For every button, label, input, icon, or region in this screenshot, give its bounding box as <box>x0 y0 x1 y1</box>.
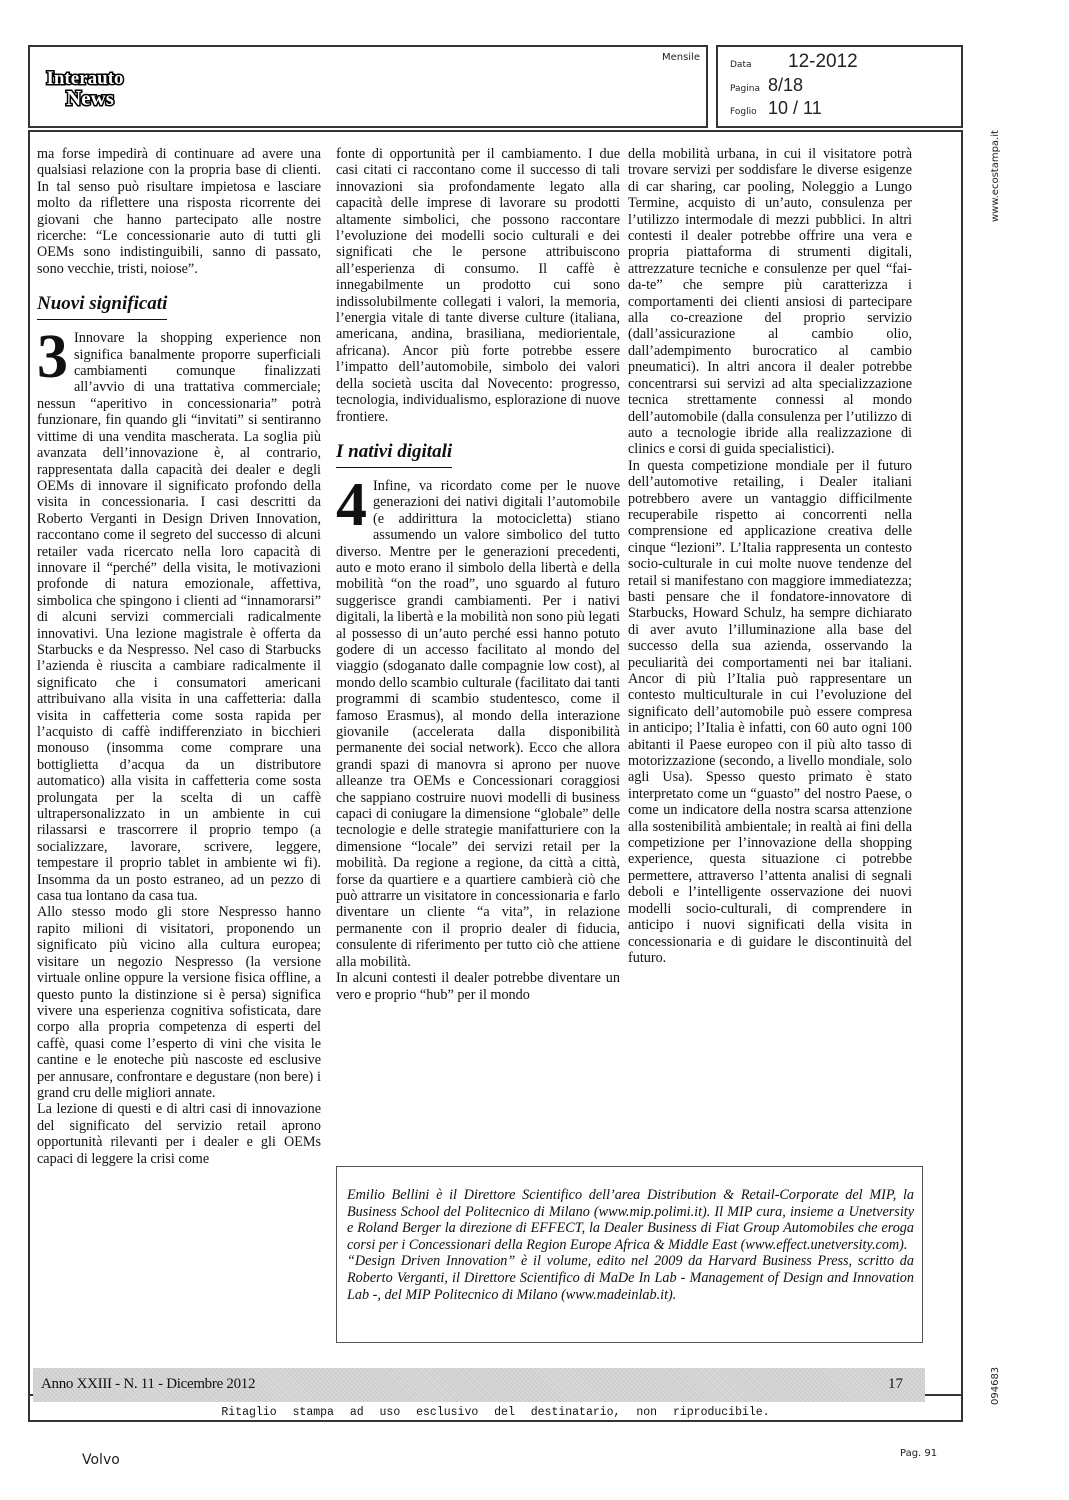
meta-date-value: 12-2012 <box>788 51 858 72</box>
col1-paragraph-1: Innovare la shopping experience non significa banalmente proporre superficiali cambiamenti comunque finalizzati all’avvio di una trattativa commerciale; nessun “aperitivo in concessionaria” potrà funzionare, fin quando gli “invitati” si sentiranno vittime di una vendita mascherata. La soglia più avanzata dell’innovazione è, al contrario, rappresentata dalla capacità dei dealer e degli OEMs di innovare il significato profondo della visita in concessionaria. I casi descritti da Roberto Verganti in Design Driven Innovation, raccontano come il segreto del successo di alcuni retailer vada ricercato nella loro capacità di innovare il “perché” della visita, le motivazioni profonde di natura emozionale, affettiva, simbolica che spingono i clienti ad “innamorarsi” di alcuni servizi commerciali radicalmente innovativi. Una lezione magistrale è offerta da Starbucks e da Nespresso. Nel caso di Starbucks l’azienda è riuscita a cambiare radicalmente il significato che i consumatori americani attribuivano alla visita in una caffetteria: dalla visita in caffetteria come sosta rapida per l’acquisto di caffè indifferenziato in bicchieri monouso (insomma come comprare una bottiglietta d’acqua da un distributore automatico) alla visita in caffetteria come sosta prolungata per la scelta di un caffè ultrapersonalizzato in un ambiente in cui rilassarsi e trascorrere il proprio tempo (a socializzare, lavorare, scrivere, leggere, tempestare il proprio tablet in ambiente wi fi). Insomma da un posto estraneo, ad un pezzo di casa tua lontano da casa tua. <box>37 330 321 905</box>
article-column-2 <box>336 146 620 1003</box>
logo-line-2: News <box>66 86 114 109</box>
col1-intro-paragraph: ma forse impedirà di continuare ad avere una qualsiasi relazione con la propria base di clienti. In tal senso può risultare impietosa e lasciare molto da riflettere una risposta ricorrente dei giovani che hanno partecipato alle nostre ricerche: “Le concessionarie auto di tutti gli OEMs sono indistinguibili, sanno di passato, sono vecchie, tristi, noiose”. <box>37 146 321 277</box>
masthead-box <box>28 45 708 128</box>
section-heading-nativi-digitali: I nativi digitali <box>336 441 452 468</box>
col3-paragraph-2: In questa competizione mondiale per il futuro dell’automotive retailing, i Dealer italiani potrebbero avere un vantaggio difficilmente recuperabile rispetto ai concorrenti nella comprensione ed applicazione creativa delle cinque “lezioni”. L’Italia rappresenta un contesto socio-culturale in cui molte nuove tendenze del retail si manifestano con maggiore immediatezza; basti pensare che il fondatore-innovatore di Starbucks, Howard Schulz, ha sempre dichiarato di aver avuto l’illuminazione alla base del successo della sua azienda, osservando la peculiarità dei comportamenti nei bar italiani. Ancor di più l’Italia può rappresentare un contesto multiculturale in cui l’evoluzione del significato dell’automobile può essere compresa in anticipo; l’Italia è infatti, con 60 auto ogni 100 abitanti il Paese europeo con il più alto tasso di motorizzazione (secondo, a livello mondiale, solo agli Usa). Spesso questo primato è stato interpretato come un “guasto” del nostro Paese, o come un indicatore della nostra scarsa attenzione alla sostenibilità ambientale; in realtà ai fini della competizione per l’innovazione della shopping experience, questa situazione ci potrebbe permettere, attraverso l’attenta analisi di segnali deboli e l’intelligente osservazione dei nuovi modelli socio-culturali, di comprendere in anticipo i nuovi significati della visita in concessionaria e di guidare le discontinuità del futuro. <box>628 457 912 966</box>
meta-sheet-label: Foglio <box>730 107 757 117</box>
meta-date <box>730 51 858 73</box>
metadata-box <box>716 45 963 128</box>
section-heading-nuovi-significati: Nuovi significati <box>37 293 167 320</box>
col1-paragraph-3: La lezione di questi e di altri casi di innovazione del significato del servizio retail aprono opportunità rilevanti per i dealer e gli OEMs capaci di leggere la crisi come <box>37 1101 321 1167</box>
col1-paragraph-2: Allo stesso modo gli store Nespresso hanno rapito milioni di visitatori, proponendo un significato più vicino alla cultura europea; visitare un negozio Nespresso (la versione virtuale online oppure la versione fisica offline, a questo punto la distinzione si è persa) significa vivere una esperienza cognitiva sofisticata, dare corpo alla propria competenza di esperti del caffè, quasi come l’esperto di vini che visita le cantine e le enoteche più nascoste ed esclusive per annusare, confrontare e degustare (non bere) i grand cru delle migliori annate. <box>37 904 321 1101</box>
book-note-paragraph: “Design Driven Innovation” è il volume, edito nel 2009 da Harvard Business Press, scritto da Roberto Verganti, il Direttore Scientifico di MaDe In Lab - Management of Design and Innovation Lab -, del MIP Politecnico di Milano (www.madeinlab.it). <box>347 1253 914 1303</box>
meta-sheet-value: 10 / 11 <box>768 98 822 118</box>
frequency-label: Mensile <box>661 52 700 63</box>
copyright-disclaimer: Ritaglio stampa ad uso esclusivo del destinatario, non riproducibile. <box>221 1406 770 1419</box>
interauto-news-logo <box>40 65 130 109</box>
client-name: Volvo <box>82 1452 120 1468</box>
meta-date-label: Data <box>730 60 752 70</box>
meta-sheet <box>730 98 822 119</box>
author-bio-paragraph: Emilio Bellini è il Direttore Scientifico dell’area Distribution & Retail-Corporate del MIP, la Business School del Politecnico di Milano (www.mip.polimi.it). Il MIP cura, insieme a Unetversity e Roland Berger la direzione di EFFECT, la Dealer Business di Fiat Group Automobiles che eroga corsi per i Concessionari della Region Europe Africa & Middle East (www.effect.unetversity.com). <box>347 1187 914 1253</box>
logo-line-1: Interauto <box>46 68 124 89</box>
issue-footer-band <box>33 1368 925 1402</box>
ecostampa-website: www.ecostampa.it <box>990 130 1001 222</box>
col3-paragraph-1: della mobilità urbana, in cui il visitatore potrà trovare servizi per soddisfare le diverse esigenze di car sharing, car pooling, Noleggio a Lungo Termine, acquisto di un’auto, consulenza per l’utilizzo intermodale di mezzi pubblici. In altri contesti il dealer potrebbe offrire una vera e propria piattaforma di strumenti digitali, attrezzature tecniche e consulenze per quel “fai-da-te” che sempre più caratterizza i comportamenti dei clienti ansiosi di partecipare alla co-creazione del proprio servizio (dall’assicurazione al cambio olio, dall’adempimento burocratico al cambio pneumatici). In altri ancora il dealer potrebbe concentrarsi sui servizi ad alta specializzazione tecnica strettamente connessi al mondo dell’automobile (dalla consulenza per l’utilizzo di auto a tecnologie ibride alla realizzazione di clinics e corsi di guida specialistici). <box>628 146 912 458</box>
clipping-code: 094683 <box>990 1366 1001 1405</box>
magazine-page-number: 17 <box>888 1376 903 1392</box>
article-column-1 <box>37 146 321 1167</box>
meta-page-label: Pagina <box>730 84 760 94</box>
article-column-3 <box>628 146 912 966</box>
col2-intro-paragraph: fonte di opportunità per il cambiamento. I due casi citati ci raccontano come il successo di tali innovazioni sia profondamente legato alla capacità delle imprese di lavorare su prodotti altamente simbolici, che possono raccontare l’evoluzione dei modelli socio culturali e dei significati che le persone attribuiscono all’esperienza di consumo. Il caffè è innegabilmente un prodotto cui sono indissolubilmente collegati i valori, la memoria, l’energia vitale di tante diverse culture (italiana, americana, andina, brasiliana, mediorientale, africana). Ancor più forte potrebbe essere l’impatto dell’automobile, simbolo dei valori della società uscita dal Novecento: progresso, tecnologia, individualismo, esplorazione di nuove frontiere. <box>336 146 620 425</box>
dropcap-3: 3 <box>37 323 68 392</box>
author-bio-box <box>336 1166 923 1343</box>
col2-paragraph-1: Infine, va ricordato come per le nuove generazioni dei nativi digitali l’automobile (e addirittura la motocicletta) stiano assumendo un valore simbolico del tutto diverso. Mentre per le generazioni precedenti, auto e moto erano il simbolo della libertà e della mobilità “on the road”, uno sguardo al futuro suggerisce grandi cambiamenti. Per i nativi digitali, la libertà e la mobilità non sono più legati al possesso di un’auto perché essi hanno potuto godere di un accesso facilitato al mondo del viaggio (sdoganato dalle compagnie low cost), al mondo dello scambio culturale (facilitato dai tanti programmi di scambio studentesco, come il famoso Erasmus), al mondo della interazione giovanile (accelerata dalla disponibilità permanente dei social network). Ecco che allora grandi spazi di manovra si aprono per nuove alleanze tra OEMs e Concessionari coraggiosi che sappiano costruire nuovi modelli di business capaci di coniugare la dimensione “globale” delle tecnologie e delle strategie manifatturiere con la dimensione “locale” dei servizi retail per la mobilità. Da regione a regione, da città a città, forse da quartiere e a quartiere cambierà ciò che può attrarre un visitatore in concessionaria e farlo diventare un cliente “a vita”, in relazione permanente con il proprio dealer di fiducia, consulente di riferimento per tutto ciò che attiene alla mobilità. <box>336 477 620 970</box>
col2-paragraph-2: In alcuni contesti il dealer potrebbe diventare un vero e proprio “hub” per il mondo <box>336 970 620 1003</box>
meta-page-value: 8/18 <box>768 75 804 95</box>
meta-page <box>730 75 803 96</box>
issue-label: Anno XXIII - N. 11 - Dicembre 2012 <box>41 1376 256 1392</box>
dropcap-4: 4 <box>336 470 367 539</box>
document-page-number: Pag. 91 <box>900 1448 938 1459</box>
